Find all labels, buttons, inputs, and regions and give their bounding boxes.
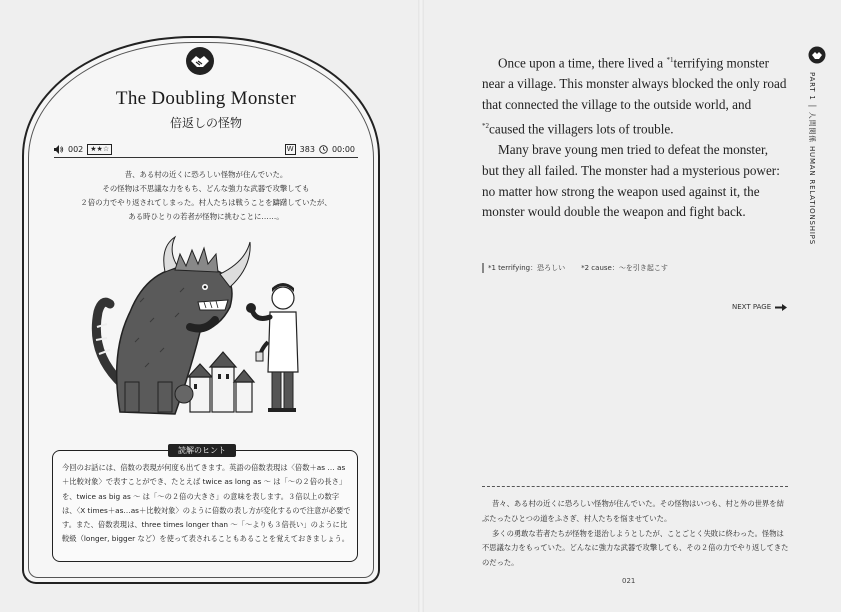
word-count-label: W	[286, 145, 294, 153]
difficulty-stars: ★★☆	[87, 144, 112, 155]
meta-rule	[54, 157, 358, 158]
audio-track: 002	[68, 145, 84, 154]
reading-time: 00:00	[331, 145, 355, 154]
story-paragraph: Once upon a time, there lived a $^{*1}$terrifying monster near a village. This monster always blocked the only road that connected the village to the outside world, and $^{*2}$caused the villagers lots of trouble.	[482, 55, 787, 137]
translation-paragraph: 昔々、ある村の近くに恐ろしい怪物が住んでいた。その怪物はいつも、村と外の世界を結ぶたったひとつの道をふさぎ、村人たちを悩ませていた。	[482, 499, 784, 523]
meta-right	[285, 144, 355, 155]
meta-left	[54, 144, 112, 155]
story-subtitle: 倍返しの怪物	[169, 116, 242, 130]
speaker-icon[interactable]	[54, 145, 64, 154]
story-paragraph: Many brave young men tried to defeat the monster, but they all failed. The monster had a mysterious power: no matter how strong the weapon used against it, the monster would double the weapon and fight back.	[482, 141, 780, 220]
clock-icon	[319, 145, 328, 154]
story-english	[482, 50, 787, 223]
page-number: 021	[622, 577, 636, 585]
intro-line: その怪物は不思議な力をもち、どんな強力な武器で攻撃しても	[102, 184, 310, 193]
monster-illustration	[80, 232, 340, 422]
intro-line: 昔、ある村の近くに恐ろしい怪物が住んでいた。	[124, 170, 288, 179]
hint-text: 今回のお話には、倍数の表現が何度も出てきます。英語の倍数表現は〈倍数＋as … as＋比較対象〉で表すことができ、たとえば twice as long as ～ は「～の２倍の長さ」を、twice as big as ～ は「～の２倍の大きさ」の意味を表します。３倍以上の数字は、〈X times＋as…as＋比較対象〉のように倍数の表し方が変化するので注意が必要です。また、倍数表現は、three times longer than ～「～よりも３倍長い」のように比較級（longer, bigger など）を使って表されることもあることを覚えておきましょう。	[62, 463, 351, 544]
gloss-item: *1 terrifying：恐ろしい	[488, 264, 566, 272]
hint-label: 読解のヒント	[168, 444, 236, 457]
intro-jp	[54, 168, 358, 224]
word-count: 383	[299, 145, 315, 154]
translation-divider	[482, 486, 788, 488]
translation-jp	[482, 497, 790, 571]
handshake-icon	[185, 46, 215, 76]
handshake-icon	[808, 46, 826, 64]
gloss-item: *2 cause：～を引き起こす	[581, 264, 668, 272]
next-page-label: NEXT PAGE	[732, 303, 772, 311]
arrow-right-icon	[775, 304, 787, 311]
next-page-link[interactable]	[732, 303, 787, 311]
intro-line: ２倍の力でやり返されてしまった。村人たちは戦うことを躊躇していたが、	[80, 198, 332, 207]
glossary	[482, 263, 668, 273]
translation-paragraph: 多くの勇敢な若者たちが怪物を退治しようとしたが、ことごとく失敗に終わった。怪物は不思議な力をもっていた。どんなに強力な武器で攻撃しても、その２倍の力でやり返してきたのだった。	[482, 528, 789, 568]
intro-line: ある時ひとりの若者が怪物に挑むことに……。	[128, 212, 284, 221]
story-title: The Doubling Monster	[115, 88, 297, 109]
gutter	[418, 0, 424, 612]
section-tab: PART 1 │ 人間関係 HUMAN RELATIONSHIPS	[808, 72, 816, 245]
